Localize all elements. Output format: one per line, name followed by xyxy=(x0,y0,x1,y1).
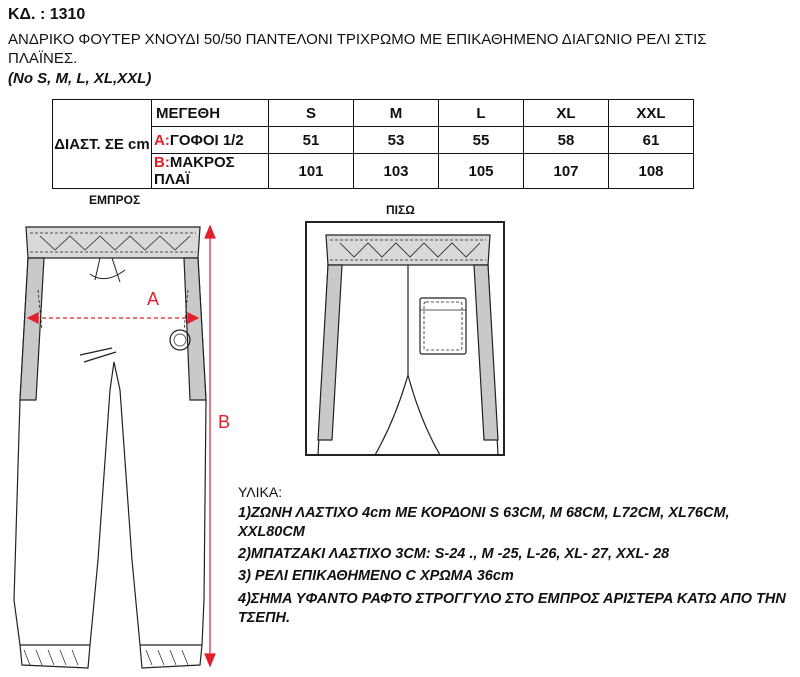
row-letter: B: xyxy=(154,154,170,171)
material-item: 2)ΜΠΑΤΖΑΚΙ ΛΑΣΤΙΧΟ 3CM: S-24 ., M -25, L-26, XL- 27, XXL- 28 xyxy=(238,546,670,562)
front-view-label: ΕΜΠΡΟΣ xyxy=(89,193,141,207)
size-l: L xyxy=(439,100,524,127)
row-label-text: ΜΑΚΡΟΣ ΠΛΑΪ xyxy=(154,154,235,188)
table-cell: 51 xyxy=(269,127,354,154)
row-letter: A: xyxy=(154,131,170,149)
table-cell: 107 xyxy=(524,154,609,189)
table-cell: 103 xyxy=(354,154,439,189)
sizes-header: ΜΕΓΕΘΗ xyxy=(152,100,269,127)
material-item: 3) ΡΕΛΙ ΕΠΙΚΑΘΗΜΕΝΟ C ΧΡΩΜΑ 36cm xyxy=(238,568,514,584)
table-cell: 53 xyxy=(354,127,439,154)
size-xl: XL xyxy=(524,100,609,127)
measure-a-label: A xyxy=(147,289,160,309)
table-cell: 105 xyxy=(439,154,524,189)
material-item: 4)ΣΗΜΑ ΥΦΑΝΤΟ ΡΑΦΤΟ ΣΤΡΟΓΓΥΛΟ ΣΤΟ ΕΜΠΡΟΣ ΑΡΙΣΤΕΡΑ ΚΑΤΩ ΑΠΟ ΤΗΝ ΤΣΕΠΗ. xyxy=(238,591,786,626)
table-cell: 55 xyxy=(439,127,524,154)
back-view-label: ΠΙΣΩ xyxy=(386,203,415,217)
dimensions-label: ΔΙΑΣΤ. ΣΕ cm xyxy=(53,100,152,189)
table-cell: 58 xyxy=(524,127,609,154)
material-item: 1)ΖΩΝΗ ΛΑΣΤΙΧΟ 4cm ΜΕ ΚΟΡΔΟΝΙ S 63CM, M 68CM, L72CM, XL76CM, XXL80CM xyxy=(238,505,730,540)
table-cell: 101 xyxy=(269,154,354,189)
product-code: ΚΔ. : 1310 xyxy=(8,6,86,23)
measure-b-line xyxy=(205,226,215,666)
size-s: S xyxy=(269,100,354,127)
row-label-text: ΓΟΦΟΙ 1/2 xyxy=(169,131,244,149)
size-xxl: XXL xyxy=(609,100,694,127)
materials-title: ΥΛΙΚΑ: xyxy=(238,484,283,500)
size-m: M xyxy=(354,100,439,127)
measure-b-label: B xyxy=(218,412,231,432)
table-cell: 61 xyxy=(609,127,694,154)
product-description: ΑΝΔΡΙΚΟ ΦΟΥΤΕΡ ΧΝΟΥΔΙ 50/50 ΠΑΝΤΕΛΟΝΙ ΤΡΙΧΡΩΜΟ ΜΕ ΕΠΙΚΑΘΗΜΕΝΟ ΔΙΑΓΩΝΙΟ ΡΕΛΙ ΣΤΙΣ ΠΛΑΪΝΕΣ. xyxy=(8,31,707,67)
front-pants-drawing xyxy=(14,227,206,668)
back-pants-drawing xyxy=(318,235,498,455)
table-cell: 108 xyxy=(609,154,694,189)
measure-a-line xyxy=(28,313,198,323)
sizes-note: (No S, M, L, XL,XXL) xyxy=(8,70,152,87)
